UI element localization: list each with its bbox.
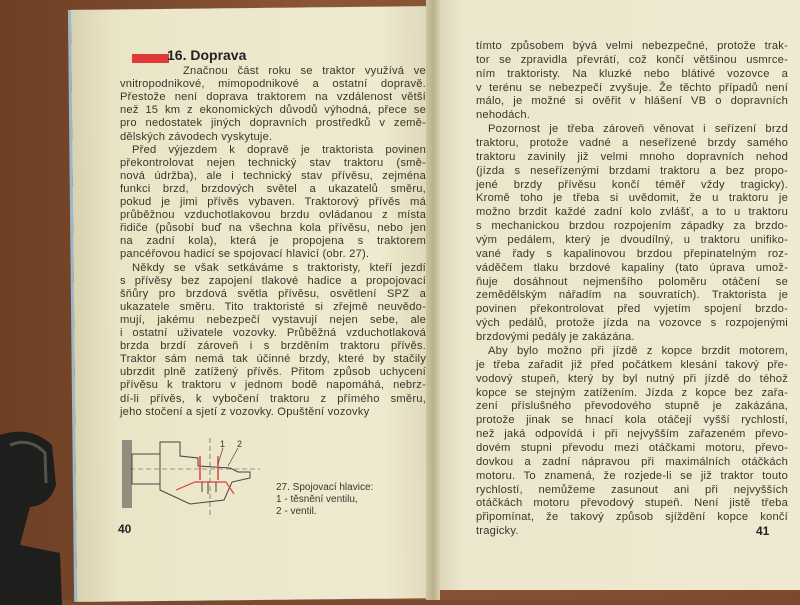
text-line: zení příslušného převodového stupně je zakázána,: [476, 400, 788, 413]
text-line: kopce se stejným zatížením. Jízda z kopce bez zařa-: [476, 386, 788, 399]
text-line: brzda brzdí zároveň i s brzděním traktoru přívěs.: [120, 340, 426, 353]
text-line: pancéřovou hadicí se spojovací hlavicí (obr. 27).: [120, 248, 370, 261]
text-line: dí-li přívěs, k vybočení traktoru z přímého směru,: [120, 392, 426, 405]
text-line: ubrzdit plně zatížený přívěs. Přitom způsob uchycení: [120, 366, 426, 379]
caption-item-1: 1 - těsnění ventilu,: [276, 494, 358, 505]
text-line: možno brzdit každé zadní kolo zvlášť, a to u traktoru: [476, 206, 788, 219]
caption-title: 27. Spojovací hlavice:: [276, 482, 374, 493]
text-line: vodový stupeň, který by byl nutný při jízdě do téhož: [476, 372, 788, 385]
text-line: na zadní kola), která je propojena s traktorem: [120, 235, 426, 248]
text-line: jeho stočení a sjetí z vozovky. Opuštění vozovky: [120, 405, 370, 418]
text-line: povinen překontrolovat před vyjetím spojení brzdo-: [476, 303, 788, 316]
chapter-heading: 16. Doprava: [167, 47, 247, 63]
text-line: vým pedálem, který je dvoudílný, u traktoru unifiko-: [476, 234, 788, 247]
text-line: než 15 km z ekonomických důvodů výhodná, přece se: [120, 104, 426, 117]
figure-caption: [276, 482, 373, 518]
text-line: dovém stupni převodu mezi otáčkami motoru, převo-: [476, 441, 788, 454]
text-line: šňůry pro brzdová světla přívěsu, osvětlení SPZ a: [120, 287, 426, 300]
text-line: i ostatní uživatele vozovky. Průběžná vzduchotlaková: [120, 327, 426, 339]
page-number-right: 41: [756, 524, 770, 538]
text-line: Značnou část roku se traktor využívá ve: [183, 65, 426, 77]
text-line: ňuje dosáhnout nejmenšího poloměru otáčení se: [476, 275, 788, 288]
chapter-accent-bar: [132, 54, 169, 63]
text-line: zemědělským nářadím na souvratích). Traktorista je: [476, 289, 788, 302]
text-line: vané řady s kapalinovou brzdou přepinatelným roz-: [476, 247, 788, 260]
text-line: Kromě toho je třeba si uvědomit, že u traktoru je: [476, 192, 788, 205]
caption-item-2: 2 - ventil.: [276, 506, 317, 517]
text-line: pro nedostatek jiných dopravních prostředků v země-: [120, 117, 426, 130]
page-number-left: 40: [118, 522, 132, 536]
text-line: v terénu se nebezpečí zvyšuje. Že těchto případů není: [476, 81, 788, 94]
text-line: Aby bylo možno při jízdě z kopce brzdit motorem,: [488, 344, 788, 357]
text-line: průběžnou vzduchotlakovou brzdu ovládanou z místa: [120, 209, 426, 222]
text-line: vých pedálů, protože jízda na vozovce s rozpojenými: [476, 317, 788, 330]
text-line: váděčem tlaku brzdové kapaliny (tato úprava umož-: [476, 261, 788, 274]
coupling-head-figure: [120, 438, 270, 518]
text-line: mují, jakému nebezpečí vystavují nejen sebe, ale: [120, 313, 426, 326]
text-line: dovkou a zadní nápravou při maximálních otáčkách: [476, 455, 788, 468]
text-line: tragicky.: [476, 525, 519, 538]
book-gutter: [426, 0, 440, 600]
text-line: tímto způsobem bývá velmi nebezpečné, protože trak-: [476, 40, 788, 52]
book-clamp: [0, 425, 70, 605]
text-line: dělských závodech vyskytuje.: [120, 130, 273, 143]
text-line: motoru. To znamená, že rozjede-li se již traktor touto: [476, 469, 788, 482]
text-line: funkci brzd, brzdových světel a ukazatelů směru,: [120, 182, 426, 195]
text-line: připomínat, že takový způsob sjíždění kopce končí: [476, 511, 788, 524]
text-line: protože jinak se hnací kola otáčejí vyšší rychlostí,: [476, 414, 788, 427]
text-line: Někdy se však setkáváme s traktoristy, kteří jezdí: [132, 261, 426, 274]
text-line: brzdovými pedály je zakázána.: [476, 331, 635, 344]
text-line: rychlostí, nemůžeme zasunout ani při nejvyšších: [476, 483, 788, 496]
text-line: přívěsu k traktoru v jednom bodě napomáhá, nebrz-: [120, 379, 426, 392]
text-line: Traktor sám nemá tak účinné brzdy, které by stačily: [120, 353, 426, 366]
text-line: překontrolovat nejen technický stav traktoru (smě-: [120, 156, 426, 169]
text-line: s přívěsy bez zapojení tlakové hadice a propojovací: [120, 274, 426, 287]
text-line: je třeba zařadit již před počátkem klesání takový pře-: [476, 358, 788, 371]
figure-label-2: 2: [237, 439, 243, 449]
text-line: tor se zpravidla převrátí, což končí většinou usmrce-: [476, 53, 788, 66]
text-line: pokud je jimi přívěs vybaven. Traktorový přívěs má: [120, 196, 426, 208]
figure-label-1: 1: [220, 439, 226, 449]
text-line: nehodách.: [476, 109, 531, 122]
text-line: (jízda s neseřízenými brzdami traktoru a bez propo-: [476, 164, 788, 177]
text-line: Pozornost je třeba zároveň věnovat i seřízení brzd: [488, 123, 788, 136]
text-line: vnitropodnikové, mimopodnikové a ostatní dopravě.: [120, 78, 426, 91]
text-line: otáčkách motoru převodový stupeň. Není jistě třeba: [476, 497, 788, 510]
text-line: řidiče (působí buď na všechna kola přívěsu, nebo jen: [120, 222, 426, 235]
text-line: jené brzdy přívěsu končí téměř vždy tragicky).: [476, 178, 788, 191]
text-line: ním traktoristy. Na kluzké nebo blátivé vozovce a: [476, 67, 788, 80]
text-line: s mechanickou brzdou rozpojením západky za brzdo-: [476, 220, 788, 233]
text-line: traktoru, protože vadné a neseřízené brzdy samého: [476, 137, 788, 150]
text-line: než jaká odpovídá i při nejvyšším zařazeném převo-: [476, 428, 788, 441]
text-line: Přestože není doprava traktorem na vzdálenost větší: [120, 91, 426, 104]
text-line: nová údržba), ale i technický stav přívěsu, zejména: [120, 169, 426, 182]
text-line: Před výjezdem k dopravě je traktorista povinen: [132, 143, 426, 156]
text-line: ukazatele směru. Tito traktoristé si zřejmě neuvědo-: [120, 300, 426, 313]
text-line: traktoru zavinily již velmi mnoho dopravních nehod: [476, 150, 788, 163]
text-line: málo, je možné si ověřit v hlášení VB o dopravních: [476, 95, 788, 108]
